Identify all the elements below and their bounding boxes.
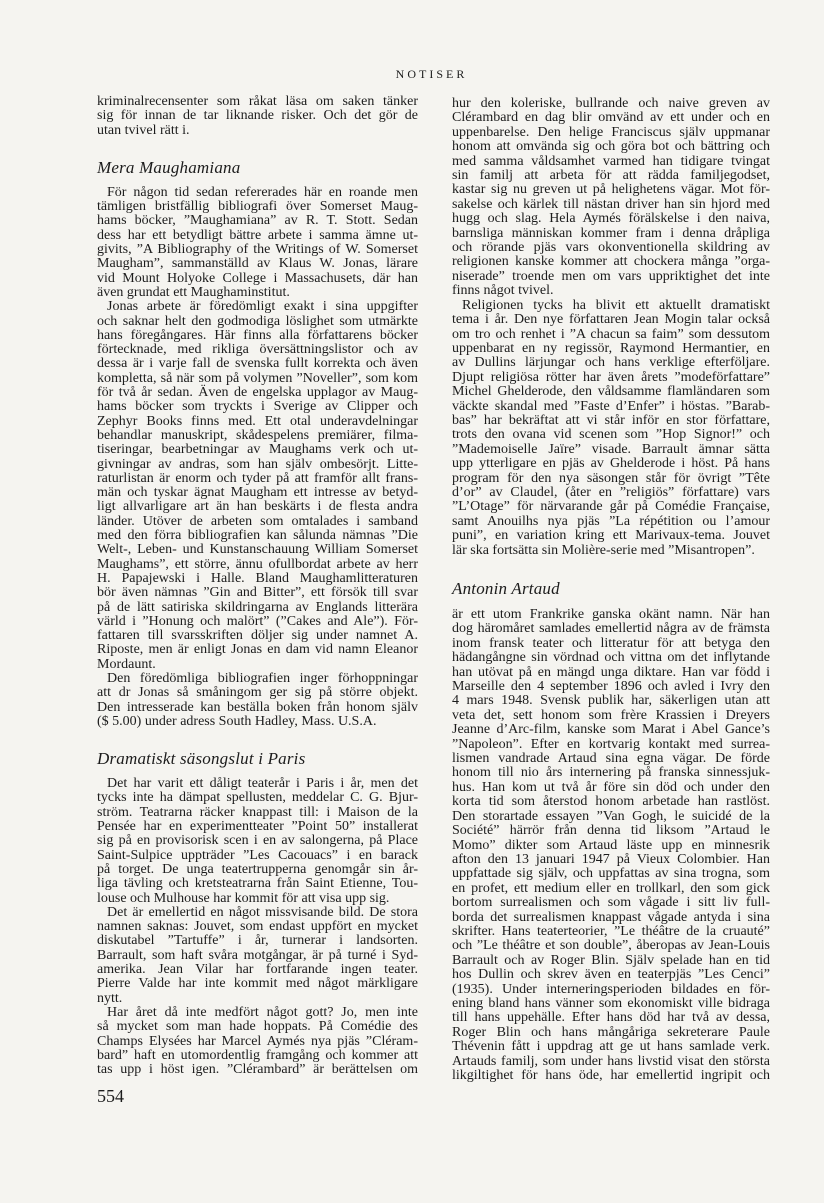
text-line: uppfattade sig själv, och uppfattas av sina trogna, som xyxy=(452,866,770,882)
text-line: lär ska fortsätta sin Molière-serie med ”Misantropen”. xyxy=(452,542,755,558)
text-line: Barrault, som haft svåra motgångar, är på turné i Syd- xyxy=(97,947,418,963)
text-line: värld i ”Honung och malört” (”Cakes and Ale”). För- xyxy=(97,613,418,629)
text-line: på de lätt satiriska skildringarna av Englands litterära xyxy=(97,599,418,615)
text-line: givits, ”A Bibliography of the Writings of W. Somerset xyxy=(97,242,418,258)
text-line: finns något tvivel. xyxy=(452,283,554,299)
paragraph xyxy=(97,906,418,1006)
text-line: hur den koleriske, bullrande och naive greven av xyxy=(452,96,770,111)
text-line: Religionen tycks ha blivit ett aktuellt dramatiskt xyxy=(462,297,770,313)
text-line: tämligen bristfällig bibliografi över Somerset Maug- xyxy=(97,199,418,215)
text-line: dessa är i varje fall de svenska fullt korrekta och även xyxy=(97,356,418,372)
paragraph xyxy=(97,186,418,300)
text-line: diskutabel ”Tartuffe” i år, turnerar i landsorten. xyxy=(97,933,418,949)
text-line: uppenbarat en ny regissör, Raymond Hermantier, en xyxy=(452,340,770,356)
text-line: förtecknade, med rikliga översättningslistor och av xyxy=(97,342,418,358)
text-line: samt Anouilhs nya pjäs ”La répétition ou l’amour xyxy=(452,513,770,529)
text-line: en profet, ett medium eller en trollkarl, den som gick xyxy=(452,880,770,896)
paragraph xyxy=(97,300,418,672)
text-line: Jonas arbete är föredömligt exakt i sina uppgifter xyxy=(107,299,418,315)
text-line: ström. Teatrarna räcker knappast till: i Maison de la xyxy=(97,804,418,820)
text-line: honom till nio års internering på franska sinnessjuk- xyxy=(452,765,770,781)
page-number: 554 xyxy=(97,1086,124,1106)
text-line: bas” har bekräftat att vi står inför en stor författare, xyxy=(452,412,770,428)
text-line: Champs Elysées har Marcel Aymés nya pjäs ”Cléram- xyxy=(97,1033,418,1049)
text-line: skrifter. Hans teaterteorier, ”Le théâtre de la cruauté” xyxy=(452,923,770,939)
text-line: amerika. Jean Vilar har fortfarande ingen teater. xyxy=(97,962,418,978)
paragraph xyxy=(97,777,418,906)
text-line: ening bland hans vänner som ekonomiskt ville bidraga xyxy=(452,995,770,1011)
text-line: korta tid som återstod honom arbetade han rastlöst. xyxy=(452,794,770,810)
text-line: Artauds familj, som under hans livstid visat den största xyxy=(452,1053,770,1069)
text-line: sakelse och kärlek till nästan driver han sin hjord med xyxy=(452,196,770,212)
text-line: afton den 13 januari 1947 på Vieux Colombier. Han xyxy=(452,851,770,867)
text-line: att dr Jonas så småningom ger sig på större objekt. xyxy=(97,685,418,701)
text-line: veta det, sett honom som frère Krassien i Dreyers xyxy=(452,707,770,723)
text-line: religionen kanske kommer att chockera många ”orga- xyxy=(452,254,770,270)
text-line: d’or” av Claudel, (åter en ”religiös” författare) vars xyxy=(452,484,770,500)
text-line: liga tävling och kretsteatrarna från Saint Etienne, Tou- xyxy=(97,876,418,892)
text-line: Det är emellertid en något missvisande bild. De stora xyxy=(107,904,418,920)
text-line: med den förra bibliografien kan sålunda nämnas ”Die xyxy=(97,528,418,544)
text-line: program för den nya säsongen står för övrigt ”Tête xyxy=(452,470,770,486)
text-line: Har året då inte medfört något gott? Jo, men inte xyxy=(107,1004,418,1020)
text-line: hädangångne sin vördnad och vittna om det inflytande xyxy=(452,650,770,666)
text-line: till hans uppehälle. Efter hans död har två av dessa, xyxy=(452,1010,770,1026)
text-line: ($ 5.00) under adress South Hadley, Mass. U.S.A. xyxy=(97,713,377,729)
text-line: Barrault och av Roger Blin. Själv spelade han en tid xyxy=(452,952,770,968)
text-line: sig för innan de tar liknande risker. Och det gör de xyxy=(97,108,418,124)
text-line: Thévenin fått i uppdrag att ge ut hans samlade verk. xyxy=(452,1039,770,1055)
text-line: Maugham”, sammanställd av Klaus W. Jonas, lärare xyxy=(97,256,418,272)
text-line: barnsliga människan kommer fram i denna dråpliga xyxy=(452,225,770,241)
text-line: länder. Utöver de arbeten som omtalades i samband xyxy=(97,513,418,529)
text-line: Momo” dikter som Artaud läste upp en minnesrik xyxy=(452,837,770,853)
text-line: tas upp i höst igen. ”Clérambard” är berättelsen om xyxy=(97,1062,418,1078)
text-line: Den föredömliga bibliografien inger förhoppningar xyxy=(107,670,418,686)
left-column xyxy=(97,95,418,1077)
text-line: Det har varit ett dåligt teaterår i Paris i år, men det xyxy=(107,776,418,792)
text-line: på torget. De unga teatertrupperna genomgår sin år- xyxy=(97,861,418,877)
text-line: trots den ovana vid scenen som ”Hop Signor!” och xyxy=(452,427,770,443)
text-line: tema i år. Den nye författaren Jean Mogin talar också xyxy=(452,312,770,328)
text-line: han utövat på en mängd unga diktare. Han var född i xyxy=(452,664,770,680)
text-line: och saknar helt den godmodiga löslighet som utmärkte xyxy=(97,313,418,329)
text-line: även grundat ett Maughaminstitut. xyxy=(97,284,290,300)
text-line: bortom surrealismen och som vågade i sitt liv full- xyxy=(452,895,770,911)
text-line: ”Mademoiselle Jaïre” visade. Barrault ämnar sätta xyxy=(452,441,770,457)
paragraph xyxy=(452,97,770,299)
text-line: Welt-, Leben- und Kunstanschauung William Somerset xyxy=(97,542,418,558)
text-line: Marseille den 4 september 1896 och avled i Ivry den xyxy=(452,679,770,695)
text-line: hos Dullin och skrev även en teaterpjäs ”Les Cenci” xyxy=(452,967,770,983)
text-line: Clérambard en dag blir omvänd av ett under och en xyxy=(452,110,770,126)
text-line: dess har ett betydligt bättre arbete i samma ämne ut- xyxy=(97,227,418,243)
text-line: H. Papajewski i Halle. Bland Maughamlitteraturen xyxy=(97,570,418,586)
text-line: borda det surrealismen knappast vågade antyda i sina xyxy=(452,909,770,925)
text-line: puni”, en variation kring ett Marivaux-tema. Jouvet xyxy=(452,528,770,544)
text-line: Djupt religiösa rötter har även årets ”modeförfattare” xyxy=(452,369,770,385)
text-line: louse och Mulhouse har kommit för att visa upp sig. xyxy=(97,890,390,906)
text-line: namnen saknas: Jouvet, som endast uppfört en mycket xyxy=(97,919,418,935)
text-line: Saint-Sulpice uppträder ”Les Cacouacs” i en barack xyxy=(97,847,418,863)
article-heading: Mera Maughamiana xyxy=(97,157,241,177)
text-line: tiseringar, bearbetningar av Maughams verk och ut- xyxy=(97,442,418,458)
text-line: sin familj att arbeta för att rädda familjegodset, xyxy=(452,168,770,184)
paragraph xyxy=(97,1006,418,1077)
text-line: bard” haft en utomordentlig framgång och kommer att xyxy=(97,1047,418,1063)
article-heading: Dramatiskt säsongslut i Paris xyxy=(97,749,306,769)
text-line: Pierre Valde har inte kommit med något märkligare xyxy=(97,976,418,992)
text-line: Den storartade essayen ”Van Gogh, le suicidé de la xyxy=(452,808,770,824)
paragraph xyxy=(452,299,770,558)
text-line: behandlar manuskript, skådespelens premiärer, filma- xyxy=(97,427,418,443)
text-line: för två år sedan. Även de engelska upplagor av Maug- xyxy=(97,385,418,401)
text-line: Zephyr Books finns med. Ett otal underavdelningar xyxy=(97,413,418,429)
text-line: 4 mars 1948. Svensk publik har, säkerligen utan att xyxy=(452,693,770,709)
text-line: nytt. xyxy=(97,990,123,1006)
text-line: Société” härrör från denna tid liksom ”Artaud le xyxy=(452,823,770,839)
text-line: För någon tid sedan refererades här en roande men xyxy=(107,184,418,200)
text-line: Pensée har en experimentteater ”Point 50” installerat xyxy=(97,819,418,835)
text-line: (1935). Under interneringsperioden bildades en för- xyxy=(452,981,770,997)
text-line: kriminalrecensenter som råkat läsa om saken tänker xyxy=(97,94,418,109)
text-line: dog häromåret samlades emellertid några av de främsta xyxy=(452,621,770,637)
text-line: hams böcker som tryckts i Sverige av Clipper och xyxy=(97,399,418,415)
text-line: upp ytterligare en pjäs av Ghelderode i höst. På hans xyxy=(452,456,770,472)
text-line: och ”Le théâtre et son double”, åberopas av Jean-Louis xyxy=(452,938,770,954)
text-line: raturlistan är enorm och tyder på att framför allt frans- xyxy=(97,470,418,486)
text-line: Maughams”, ett större, ännu ofullbordat arbete av herr xyxy=(97,556,418,572)
text-line: ligt allvarligare art än han beskärts i de flesta andra xyxy=(97,499,418,515)
text-line: likgiltighet för hans öde, har emellertid ingripit och xyxy=(452,1068,770,1083)
text-line: hans föregångares. Här finns alla författarens böcker xyxy=(97,327,418,343)
text-line: hus. Han kom ut två år före sin död och under den xyxy=(452,779,770,795)
text-line: bör även nämnas ”Gin and Bitter”, ett försök till svar xyxy=(97,585,418,601)
text-line: sig på en provisorisk scen i en av salongerna, på Place xyxy=(97,833,418,849)
text-line: Den intresserade kan beställa boken från honom själv xyxy=(97,699,418,715)
text-line: väckte skandal med ”Faste d’Enfer” i höstas. ”Barab- xyxy=(452,398,770,414)
paragraph xyxy=(97,672,418,729)
right-column xyxy=(452,97,770,1083)
text-line: kompletta, så när som på volymen ”Noveller”, som kom xyxy=(97,370,418,386)
text-line: givningar av andras, som han själv ombesörjt. Litte- xyxy=(97,456,418,472)
text-line: hugg och slag. Hela Aymés förälskelse i den naiva, xyxy=(452,211,770,227)
text-line: utan tvivel rätt i. xyxy=(97,122,190,138)
running-head: NOTISER xyxy=(395,67,468,81)
paragraph xyxy=(97,95,418,138)
text-line: ”L’Otage” för närvarande går på Comédie Française, xyxy=(452,499,770,515)
text-line: lismen vandrade Artaud sina egna vägar. De förde xyxy=(452,751,770,767)
text-line: Riposte, men är enligt Jonas en dam vid namn Eleanor xyxy=(97,642,418,658)
text-line: ”Napoleon”. Efter en kortvarig kontakt med surrea- xyxy=(452,736,770,752)
text-line: kastar sig nu greven ut på helighetens vägar. Mot för- xyxy=(452,182,770,198)
text-line: fattaren till svarsskriften döljer sig under namnet A. xyxy=(97,628,418,644)
text-line: och rörande pjäs vars okonventionella skildring av xyxy=(452,240,770,256)
text-line: Roger Blin och hans mångåriga sekreterare Paule xyxy=(452,1024,770,1040)
text-line: inom fransk teater och litteratur för att betyga den xyxy=(452,635,770,651)
text-line: med samma våldsamhet varmed han tidigare tvingat xyxy=(452,153,770,169)
text-line: av Dullins lärjungar och hans verklige efterföljare. xyxy=(452,355,770,371)
text-line: om tro och renhet i ”A chacun sa faim” som dessutom xyxy=(452,326,770,342)
text-line: Jeanne d’Arc-film, kanske som Marat i Abel Gance’s xyxy=(452,722,770,738)
text-line: tycks inte ha dämpat spellusten, meddelar C. G. Bjur- xyxy=(97,790,418,806)
text-line: honom att omvända sig och göra bot och bättring och xyxy=(452,139,770,155)
text-line: Michel Ghelderode, den våldsamme flamländaren som xyxy=(452,384,770,400)
paragraph xyxy=(452,608,770,1083)
text-line: niserade” troende men om vars uppriktighet det inte xyxy=(452,268,770,284)
article-heading: Antonin Artaud xyxy=(452,579,560,598)
text-line: vid Mount Holyoke College i Massachusets, där han xyxy=(97,270,418,286)
text-line: hams böcker, ”Maughamiana” av R. T. Stott. Sedan xyxy=(97,213,418,229)
text-line: uppenbarelse. Den helige Franciscus själv uppmanar xyxy=(452,124,770,140)
text-line: män och tyskar ägnat Maugham ett intresse av betyd- xyxy=(97,485,418,501)
text-line: Mordaunt. xyxy=(97,656,156,672)
text-line: är ett utom Frankrike ganska okänt namn. När han xyxy=(452,607,770,622)
text-line: så mycket som man hade hoppats. På Comédie des xyxy=(97,1019,418,1035)
